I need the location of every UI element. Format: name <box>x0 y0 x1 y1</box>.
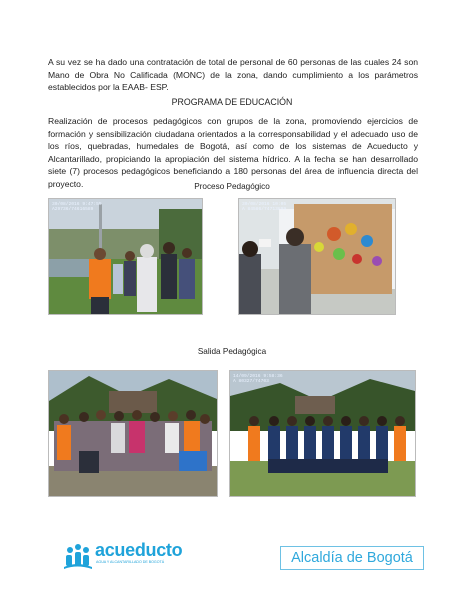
photo-timestamp: 14/09/2016 9:58:36 A 80327/74703 <box>233 374 283 385</box>
paragraph-educacion: Realización de procesos pedagógicos con grupos de la zona, promoviendo ejercicios de formación y sensibilización ciudadana orientados a la corresponsabilidad y el adecuado uso de los ríos, quebradas, humedales de Bogotá, así como de los sistemas de Acueducto y Alcantarillado, propiciando la apropiación del sistema hídrico. A la fecha se han desarrollado siete (7) procesos pedagógicos beneficiando a 180 personas del área de influencia directa del proyecto. <box>48 116 418 189</box>
caption-proceso-pedagogico: Proceso Pedagógico <box>194 182 270 191</box>
photo-timestamp: 30/08/2016 9:47:55 A29736/74616589 <box>52 202 102 213</box>
photo-timestamp: 30/08/2016 10:05 A 84586/74713899 <box>242 202 287 213</box>
section-title: PROGRAMA DE EDUCACIÓN <box>171 97 293 107</box>
photo-salida-group-2 <box>229 370 416 497</box>
alcaldia-bogota-logo <box>280 546 424 570</box>
photo-proceso-indoor <box>238 198 396 315</box>
acueducto-tagline: AGUA Y ALCANTARILLADO DE BOGOTÁ <box>96 560 165 564</box>
paragraph-contratacion: A su vez se ha dado una contratación de total de personal de 60 personas de las cuales 24 son Mano de Obra No Calificada (MONC) de la zona, dando cumplimiento a los parámetros establecidos por la EAAB- ESP. <box>48 57 418 93</box>
photo-salida-group-1 <box>48 370 218 497</box>
alcaldia-text: Alcaldía de Bogotá <box>291 550 413 566</box>
caption-salida-pedagogica: Salida Pedagógica <box>197 347 267 356</box>
photo-proceso-outdoor <box>48 198 203 315</box>
acueducto-name: acueducto <box>95 540 183 560</box>
acueducto-logo <box>62 541 202 571</box>
